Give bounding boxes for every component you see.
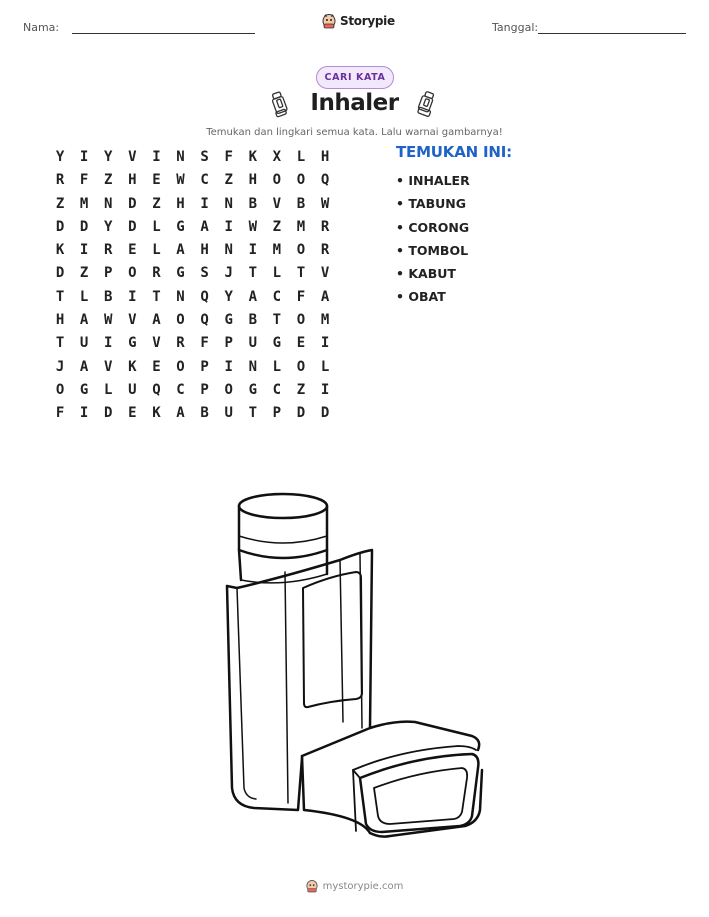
grid-letter[interactable]: D [320, 405, 330, 422]
grid-letter[interactable]: V [128, 312, 137, 329]
grid-row [48, 332, 337, 355]
grid-letter[interactable]: U [248, 335, 258, 352]
grid-letter[interactable]: O [272, 172, 282, 189]
grid-letter[interactable]: O [296, 172, 306, 189]
grid-letter[interactable]: M [79, 195, 89, 212]
grid-letter[interactable]: L [272, 358, 282, 375]
storypie-mascot-icon [306, 879, 318, 893]
grid-row [48, 402, 337, 425]
grid-letter[interactable]: O [128, 265, 137, 282]
grid-letter[interactable]: A [79, 312, 89, 329]
grid-row [48, 216, 337, 239]
word-list [396, 143, 512, 309]
grid-row [48, 193, 337, 216]
grid-letter[interactable]: O [296, 312, 306, 329]
grid-letter[interactable]: Z [104, 172, 113, 189]
grid-letter[interactable]: H [176, 195, 185, 212]
brand-logo [322, 13, 395, 29]
grid-letter[interactable]: A [248, 288, 258, 305]
grid-letter[interactable]: I [79, 149, 89, 165]
grid-letter[interactable]: B [296, 195, 306, 212]
grid-letter[interactable]: Q [320, 172, 330, 189]
grid-letter[interactable]: Z [152, 195, 161, 212]
grid-letter[interactable]: I [79, 405, 89, 422]
word-item: • OBAT [396, 289, 446, 305]
grid-letter[interactable]: T [55, 288, 65, 305]
grid-letter[interactable]: A [176, 405, 185, 422]
grid-letter[interactable]: H [128, 172, 137, 189]
grid-letter[interactable]: T [55, 335, 65, 352]
activity-badge: CARI KATA [316, 66, 394, 89]
grid-letter[interactable]: A [320, 288, 330, 305]
inhaler-illustration [210, 488, 500, 848]
grid-letter[interactable]: N [176, 149, 185, 165]
grid-letter[interactable]: R [55, 172, 65, 189]
grid-letter[interactable]: R [176, 335, 185, 352]
word-list-title: TEMUKAN INI: [396, 143, 512, 161]
grid-letter[interactable]: Z [296, 381, 306, 398]
grid-letter[interactable]: Z [55, 195, 65, 212]
grid-letter[interactable]: M [272, 242, 282, 259]
grid-letter[interactable]: M [320, 312, 330, 329]
date-label: Tanggal: [492, 21, 539, 34]
grid-letter[interactable]: F [224, 149, 233, 165]
grid-letter[interactable]: G [224, 312, 233, 329]
inhaler-icon [414, 90, 438, 118]
grid-letter[interactable]: D [296, 405, 306, 422]
grid-letter[interactable]: G [248, 381, 258, 398]
grid-letter[interactable]: K [55, 242, 65, 259]
grid-letter[interactable]: O [176, 358, 185, 375]
grid-letter[interactable]: N [176, 288, 185, 305]
footer-url[interactable]: mystorypie.com [322, 880, 404, 892]
grid-row [48, 309, 337, 332]
grid-letter[interactable]: J [55, 358, 65, 375]
grid-letter[interactable]: M [296, 218, 306, 235]
grid-letter[interactable]: Z [224, 172, 233, 189]
grid-letter[interactable]: G [272, 335, 282, 352]
grid-row [48, 262, 337, 285]
grid-letter[interactable]: I [128, 288, 137, 305]
grid-row [48, 169, 337, 192]
grid-letter[interactable]: E [128, 405, 137, 422]
grid-letter[interactable]: D [128, 195, 137, 212]
grid-letter[interactable]: I [79, 242, 89, 259]
grid-letter[interactable]: J [224, 265, 233, 282]
grid-letter[interactable]: C [272, 381, 282, 398]
brand-name: Storypie [340, 14, 395, 28]
grid-letter[interactable]: I [152, 149, 161, 165]
grid-letter[interactable]: T [248, 405, 258, 422]
grid-letter[interactable]: T [272, 312, 282, 329]
grid-letter[interactable]: Q [200, 288, 209, 305]
grid-letter[interactable]: I [224, 358, 233, 375]
grid-letter[interactable]: H [200, 242, 209, 259]
grid-letter[interactable]: B [200, 405, 209, 422]
grid-letter[interactable]: O [296, 358, 306, 375]
grid-letter[interactable]: L [79, 288, 89, 305]
grid-letter[interactable]: V [152, 335, 161, 352]
grid-letter[interactable]: L [296, 149, 306, 165]
grid-letter[interactable]: W [248, 218, 258, 235]
storypie-mascot-icon [322, 13, 336, 29]
grid-letter[interactable]: U [224, 405, 233, 422]
grid-letter[interactable]: V [104, 358, 113, 375]
grid-letter[interactable]: R [320, 242, 330, 259]
grid-letter[interactable]: I [224, 218, 233, 235]
grid-letter[interactable]: W [104, 312, 113, 329]
grid-letter[interactable]: P [200, 381, 209, 398]
grid-letter[interactable]: S [200, 149, 209, 165]
grid-row [48, 379, 337, 402]
grid-letter[interactable]: N [104, 195, 113, 212]
grid-letter[interactable]: G [176, 265, 185, 282]
grid-letter[interactable]: P [224, 335, 233, 352]
grid-letter[interactable]: O [224, 381, 233, 398]
grid-letter[interactable]: D [104, 405, 113, 422]
grid-letter[interactable]: Z [79, 265, 89, 282]
grid-letter[interactable]: N [224, 195, 233, 212]
grid-letter[interactable]: K [248, 149, 258, 165]
grid-letter[interactable]: I [104, 335, 113, 352]
grid-letter[interactable]: U [128, 381, 137, 398]
grid-letter[interactable]: V [320, 265, 330, 282]
grid-letter[interactable]: P [200, 358, 209, 375]
grid-letter[interactable]: W [176, 172, 185, 189]
grid-letter[interactable]: T [248, 265, 258, 282]
grid-letter[interactable]: R [152, 265, 161, 282]
grid-letter[interactable]: T [296, 265, 306, 282]
footer [0, 879, 709, 893]
grid-letter[interactable]: P [104, 265, 113, 282]
grid-letter[interactable]: Y [224, 288, 233, 305]
word-item: • CORONG [396, 219, 470, 235]
grid-letter[interactable]: L [152, 242, 161, 259]
grid-row [48, 239, 337, 262]
page-title: Inhaler [310, 90, 399, 116]
date-line[interactable] [538, 33, 686, 34]
grid-letter[interactable]: C [176, 381, 185, 398]
grid-letter[interactable]: I [248, 242, 258, 259]
grid-letter[interactable]: H [320, 149, 330, 165]
grid-letter[interactable]: D [55, 218, 65, 235]
grid-letter[interactable]: P [272, 405, 282, 422]
grid-letter[interactable]: Q [152, 381, 161, 398]
grid-letter[interactable]: H [248, 172, 258, 189]
name-line[interactable] [72, 33, 255, 34]
grid-letter[interactable]: D [128, 218, 137, 235]
grid-letter[interactable]: C [200, 172, 209, 189]
grid-letter[interactable]: I [200, 195, 209, 212]
grid-letter[interactable]: V [272, 195, 282, 212]
grid-row [48, 146, 337, 169]
grid-letter[interactable]: G [128, 335, 137, 352]
grid-letter[interactable]: I [320, 335, 330, 352]
grid-letter[interactable]: Y [104, 149, 113, 165]
grid-letter[interactable]: D [79, 218, 89, 235]
grid-letter[interactable]: B [248, 195, 258, 212]
grid-letter[interactable]: B [104, 288, 113, 305]
grid-letter[interactable]: F [55, 405, 65, 422]
grid-letter[interactable]: A [79, 358, 89, 375]
grid-letter[interactable]: E [152, 172, 161, 189]
grid-letter[interactable]: F [79, 172, 89, 189]
grid-letter[interactable]: O [176, 312, 185, 329]
grid-letter[interactable]: H [55, 312, 65, 329]
grid-letter[interactable]: Y [104, 218, 113, 235]
grid-letter[interactable]: U [79, 335, 89, 352]
grid-letter[interactable]: W [320, 195, 330, 212]
grid-letter[interactable]: N [224, 242, 233, 259]
word-item: • KABUT [396, 266, 456, 282]
word-search-grid [48, 146, 337, 426]
grid-letter[interactable]: C [272, 288, 282, 305]
grid-letter[interactable]: K [152, 405, 161, 422]
grid-letter[interactable]: L [152, 218, 161, 235]
grid-letter[interactable]: F [296, 288, 306, 305]
grid-letter[interactable]: S [200, 265, 209, 282]
grid-letter[interactable]: Z [272, 218, 282, 235]
grid-letter[interactable]: E [128, 242, 137, 259]
grid-letter[interactable]: Y [55, 149, 65, 165]
grid-letter[interactable]: G [176, 218, 185, 235]
grid-letter[interactable]: O [296, 242, 306, 259]
name-label: Nama: [23, 21, 60, 34]
grid-letter[interactable]: G [79, 381, 89, 398]
grid-letter[interactable]: I [320, 381, 330, 398]
grid-letter[interactable]: A [176, 242, 185, 259]
grid-letter[interactable]: E [296, 335, 306, 352]
grid-letter[interactable]: V [128, 149, 137, 165]
grid-letter[interactable]: L [104, 381, 113, 398]
grid-letter[interactable]: R [104, 242, 113, 259]
grid-letter[interactable]: F [200, 335, 209, 352]
grid-letter[interactable]: N [248, 358, 258, 375]
grid-letter[interactable]: L [272, 265, 282, 282]
word-item: • TOMBOL [396, 242, 469, 258]
grid-row [48, 286, 337, 309]
grid-letter[interactable]: E [152, 358, 161, 375]
grid-letter[interactable]: T [152, 288, 161, 305]
grid-letter[interactable]: Q [200, 312, 209, 329]
grid-letter[interactable]: X [272, 149, 282, 165]
instructions: Temukan dan lingkari semua kata. Lalu warnai gambarnya! [206, 127, 503, 138]
word-item: • TABUNG [396, 196, 466, 212]
grid-letter[interactable]: K [128, 358, 137, 375]
grid-letter[interactable]: B [248, 312, 258, 329]
grid-letter[interactable]: A [200, 218, 209, 235]
grid-row [48, 356, 337, 379]
word-item: • INHALER [396, 173, 470, 188]
grid-letter[interactable]: R [320, 218, 330, 235]
grid-letter[interactable]: D [55, 265, 65, 282]
grid-letter[interactable]: A [152, 312, 161, 329]
grid-letter[interactable]: L [320, 358, 330, 375]
grid-letter[interactable]: O [55, 381, 65, 398]
